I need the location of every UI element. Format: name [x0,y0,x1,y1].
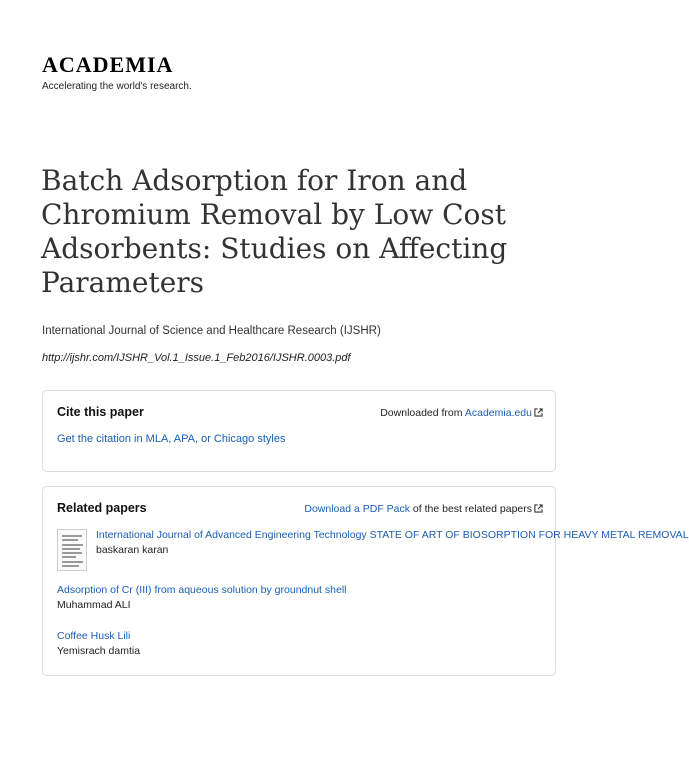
related-paper-link[interactable]: Coffee Husk Lili [57,630,131,642]
related-paper-link[interactable]: Adsorption of Cr (III) from aqueous solution by groundnut shell [57,584,347,596]
downloaded-prefix: Downloaded from [380,407,465,419]
related-paper-link[interactable]: International Journal of Advanced Engineering Technology STATE OF ART OF BIOSORPTION FOR HEAVY METAL REMOVAL [96,529,689,541]
paper-thumbnail[interactable] [57,529,87,571]
related-heading: Related papers [57,501,147,515]
related-paper-author: Muhammad ALI [57,599,131,611]
source-url[interactable]: http://ijshr.com/IJSHR_Vol.1_Issue.1_Feb2016/IJSHR.0003.pdf [42,352,351,364]
related-paper-item [57,630,140,657]
journal-name: International Journal of Science and Healthcare Research (IJSHR) [42,325,381,337]
downloaded-from [380,407,543,420]
external-link-icon [534,504,543,516]
paper-title: Batch Adsorption for Iron and Chromium Removal by Low Cost Adsorbents: Studies on Affecting Parameters [41,164,508,299]
external-link-icon [534,408,543,420]
citation-link[interactable]: Get the citation in MLA, APA, or Chicago styles [57,433,286,445]
related-paper-author: baskaran karan [96,544,169,556]
related-paper-item [57,584,347,611]
pack-suffix: of the best related papers [410,503,532,515]
related-papers-card [42,486,689,676]
download-pdf-pack-link[interactable]: Download a PDF Pack [304,503,410,515]
academia-link[interactable]: Academia.edu [464,407,532,419]
cite-heading: Cite this paper [57,405,144,419]
academia-logo: ACADEMIA [42,52,174,77]
pdf-pack [304,503,543,516]
cite-card [42,390,556,472]
tagline: Accelerating the world's research. [42,81,192,92]
related-paper-item [57,529,689,573]
related-paper-author: Yemisrach damtia [57,645,141,657]
